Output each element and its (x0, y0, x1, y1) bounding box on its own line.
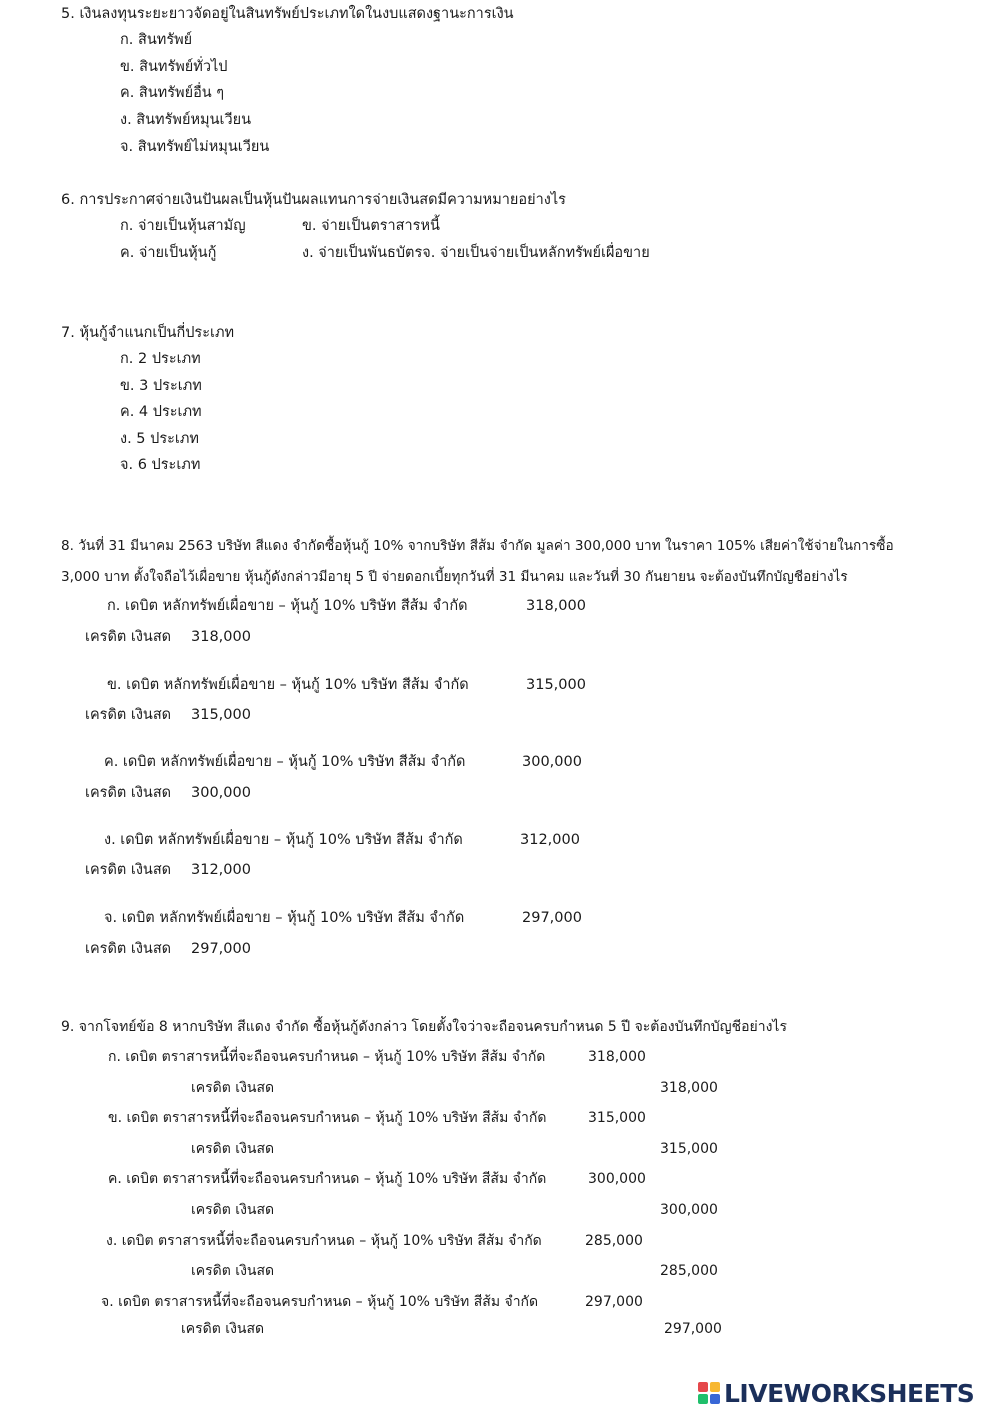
logo-grid-icon (698, 1382, 720, 1404)
q8-option-d-debit-amount: 312,000 (520, 832, 580, 848)
q8-option-a-debit-amount: 318,000 (526, 598, 586, 614)
q9-option-e-credit-amount: 297,000 (664, 1321, 722, 1337)
q9-option-c-debit[interactable]: ค. เดบิต ตราสารหนี้ที่จะถือจนครบกำหนด – หุ้นกู้ 10% บริษัท สีส้ม จำกัด (108, 1171, 547, 1187)
q6-option-b[interactable]: ข. จ่ายเป็นตราสารหนี้ (302, 218, 440, 234)
logo-text: LIVEWORKSHEETS (724, 1378, 975, 1408)
q7-option-c[interactable]: ค. 4 ประเภท (120, 404, 202, 420)
q5-option-e[interactable]: จ. สินทรัพย์ไม่หมุนเวียน (120, 139, 270, 155)
q8-option-b-debit[interactable]: ข. เดบิต หลักทรัพย์เผื่อขาย – หุ้นกู้ 10% บริษัท สีส้ม จำกัด (107, 677, 469, 693)
q9-option-b-debit[interactable]: ข. เดบิต ตราสารหนี้ที่จะถือจนครบกำหนด – หุ้นกู้ 10% บริษัท สีส้ม จำกัด (108, 1110, 547, 1126)
q8-option-d-credit-amount: 312,000 (191, 862, 251, 878)
q9-question: 9. จากโจทย์ข้อ 8 หากบริษัท สีแดง จำกัด ซื้อหุ้นกู้ดังกล่าว โดยตั้งใจว่าจะถือจนครบกำหนด 5 ปี จะต้องบันทึกบัญชีอย่างไร (61, 1019, 787, 1035)
q9-option-b-credit-amount: 315,000 (660, 1141, 718, 1157)
q9-option-c-credit: เครดิต เงินสด (191, 1202, 275, 1218)
q9-option-d-debit-amount: 285,000 (585, 1233, 643, 1249)
q9-option-a-credit: เครดิต เงินสด (191, 1080, 275, 1096)
q7-question: 7. หุ้นกู้จำแนกเป็นกี่ประเภท (61, 325, 235, 341)
q9-option-a-credit-amount: 318,000 (660, 1080, 718, 1096)
q7-option-a[interactable]: ก. 2 ประเภท (120, 351, 201, 367)
q6-option-a[interactable]: ก. จ่ายเป็นหุ้นสามัญ (120, 218, 246, 234)
q9-option-c-debit-amount: 300,000 (588, 1171, 646, 1187)
q8-option-e-credit: เครดิต เงินสด (85, 941, 172, 957)
q8-option-e-debit[interactable]: จ. เดบิต หลักทรัพย์เผื่อขาย – หุ้นกู้ 10% บริษัท สีส้ม จำกัด (104, 910, 465, 926)
logo-square-blue (710, 1394, 720, 1404)
q5-option-d[interactable]: ง. สินทรัพย์หมุนเวียน (120, 112, 251, 128)
q8-option-b-debit-amount: 315,000 (526, 677, 586, 693)
q8-option-a-credit-amount: 318,000 (191, 629, 251, 645)
q8-question-line1: 8. วันที่ 31 มีนาคม 2563 บริษัท สีแดง จำกัดซื้อหุ้นกู้ 10% จากบริษัท สีส้ม จำกัด มูลค่า 300,000 บาท ในราคา 105% เสียค่าใช้จ่ายในการซื้อ (61, 538, 894, 554)
q9-option-b-credit: เครดิต เงินสด (191, 1141, 275, 1157)
q8-option-a-credit: เครดิต เงินสด (85, 629, 172, 645)
liveworksheets-logo[interactable] (698, 1379, 974, 1407)
q7-option-d[interactable]: ง. 5 ประเภท (120, 431, 199, 447)
q8-option-a-debit[interactable]: ก. เดบิต หลักทรัพย์เผื่อขาย – หุ้นกู้ 10% บริษัท สีส้ม จำกัด (107, 598, 468, 614)
q8-option-b-credit: เครดิต เงินสด (85, 707, 172, 723)
q8-option-b-credit-amount: 315,000 (191, 707, 251, 723)
q9-option-b-debit-amount: 315,000 (588, 1110, 646, 1126)
q8-option-e-credit-amount: 297,000 (191, 941, 251, 957)
q6-question: 6. การประกาศจ่ายเงินปันผลเป็นหุ้นปันผลแทนการจ่ายเงินสดมีความหมายอย่างไร (61, 192, 566, 208)
q9-option-e-debit-amount: 297,000 (585, 1294, 643, 1310)
q6-option-d[interactable]: ง. จ่ายเป็นพันธบัตรจ. จ่ายเป็นจ่ายเป็นหลักทรัพย์เผื่อขาย (302, 245, 650, 261)
q9-option-e-debit[interactable]: จ. เดบิต ตราสารหนี้ที่จะถือจนครบกำหนด – หุ้นกู้ 10% บริษัท สีส้ม จำกัด (101, 1294, 539, 1310)
q9-option-a-debit-amount: 318,000 (588, 1049, 646, 1065)
q6-option-c[interactable]: ค. จ่ายเป็นหุ้นกู้ (120, 245, 217, 261)
q8-option-c-credit-amount: 300,000 (191, 785, 251, 801)
q5-option-a[interactable]: ก. สินทรัพย์ (120, 32, 193, 48)
q9-option-c-credit-amount: 300,000 (660, 1202, 718, 1218)
logo-square-yellow (710, 1382, 720, 1392)
q8-option-c-credit: เครดิต เงินสด (85, 785, 172, 801)
q5-question: 5. เงินลงทุนระยะยาวจัดอยู่ในสินทรัพย์ประเภทใดในงบแสดงฐานะการเงิน (61, 6, 514, 22)
q8-question-line2: 3,000 บาท ตั้งใจถือไว้เผื่อขาย หุ้นกู้ดังกล่าวมีอายุ 5 ปี จ่ายดอกเบี้ยทุกวันที่ 31 มีนาคม และวันที่ 30 กันยายน จะต้องบันทึกบัญชีอย่างไร (61, 569, 848, 585)
q8-option-c-debit[interactable]: ค. เดบิต หลักทรัพย์เผื่อขาย – หุ้นกู้ 10% บริษัท สีส้ม จำกัด (104, 754, 466, 770)
q9-option-d-credit: เครดิต เงินสด (191, 1263, 275, 1279)
q5-option-b[interactable]: ข. สินทรัพย์ทั่วไป (120, 59, 228, 75)
q7-option-b[interactable]: ข. 3 ประเภท (120, 378, 202, 394)
q7-option-e[interactable]: จ. 6 ประเภท (120, 457, 201, 473)
q9-option-d-credit-amount: 285,000 (660, 1263, 718, 1279)
q8-option-d-debit[interactable]: ง. เดบิต หลักทรัพย์เผื่อขาย – หุ้นกู้ 10% บริษัท สีส้ม จำกัด (104, 832, 463, 848)
logo-square-red (698, 1382, 708, 1392)
q9-option-a-debit[interactable]: ก. เดบิต ตราสารหนี้ที่จะถือจนครบกำหนด – หุ้นกู้ 10% บริษัท สีส้ม จำกัด (108, 1049, 546, 1065)
q8-option-c-debit-amount: 300,000 (522, 754, 582, 770)
q5-option-c[interactable]: ค. สินทรัพย์อื่น ๆ (120, 85, 225, 101)
logo-square-green (698, 1394, 708, 1404)
q9-option-e-credit: เครดิต เงินสด (181, 1321, 265, 1337)
q9-option-d-debit[interactable]: ง. เดบิต ตราสารหนี้ที่จะถือจนครบกำหนด – หุ้นกู้ 10% บริษัท สีส้ม จำกัด (106, 1233, 542, 1249)
q8-option-d-credit: เครดิต เงินสด (85, 862, 172, 878)
q8-option-e-debit-amount: 297,000 (522, 910, 582, 926)
